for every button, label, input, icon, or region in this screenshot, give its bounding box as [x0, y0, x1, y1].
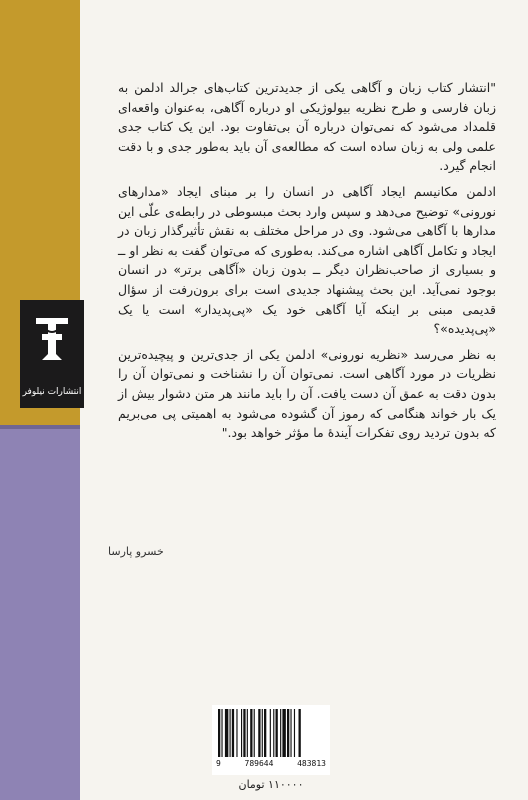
barcode-bar — [250, 709, 252, 757]
barcode-bar — [241, 709, 242, 757]
barcode-bar — [299, 709, 301, 757]
barcode-bar — [276, 709, 278, 757]
barcode-bar — [262, 709, 263, 757]
barcode-digit-group-2: 483813 — [297, 759, 326, 768]
barcode-bar — [280, 709, 281, 757]
barcode-bar — [232, 709, 234, 757]
publisher-logo-box — [20, 300, 84, 408]
spine-gold-band — [0, 0, 80, 300]
barcode-bar — [273, 709, 274, 757]
barcode — [212, 705, 330, 775]
paragraph-2: ادلمن مکانیسم ایجاد آگاهی در انسان را بر مبنای ایجاد «مدارهای نورونی» توضیح می‌دهد و سپس وارد بحث مبسوطی در رابطه‌ی علّی این مدارها با آگاهی می‌شود. وی در مراحل مختلف به نقش تأثیرگذار زبان در ایجاد و تکامل آگاهی اشاره می‌کند. به‌طوری که می‌توان گفت به نظر او ــ و بسیاری از صاحب‌نظران دیگر ــ بدون زبان «آگاهی برتر» در انسان بوجود نمی‌آید. این بحث پیشنهاد جدیدی است برای برون‌رفت از سؤال قدیمی مبنی بر اینکه آیا آگاهی خود یک «پی‌پدیدار» است یا یک «پی‌پدیده»؟ — [118, 183, 496, 337]
barcode-bar — [218, 709, 220, 757]
barcode-bar — [247, 709, 248, 757]
paragraph-1: "انتشار کتاب زبان و آگاهی یکی از جدیدترین کتاب‌های جرالد ادلمن به زبان فارسی و طرح نظریه بیولوژیکی او درباره آگاهی، به‌عنوان واقعه‌ای قلمداد می‌شود که نمی‌توان درباره آن بی‌تفاوت بود. این یک کتاب جدی علمی ولی به زبان ساده است که مطالعه‌ی آن باید به‌طور جدی و با دقت انجام گیرد. — [118, 80, 496, 174]
barcode-bar — [264, 709, 266, 757]
barcode-bar — [221, 709, 222, 757]
lotus-logo-icon — [32, 314, 72, 366]
back-cover-text — [118, 78, 496, 449]
barcode-bar — [294, 709, 295, 757]
barcode-digit-group-1: 789644 — [244, 759, 274, 768]
barcode-digit-prefix: 9 — [216, 759, 221, 768]
spine-purple-band — [0, 425, 80, 800]
barcode-digits — [212, 759, 330, 768]
paragraph-3: به نظر می‌رسد «نظریه نورونی» ادلمن یکی از جدی‌ترین و پیچیده‌ترین نظریات در مورد آگاهی است. نمی‌توان آن را نشناخت و نمی‌توان آن را بدون دقت به عمق آن دست یافت. آن را باید مانند هر متن دشوار بیش از یک بار خواند هنگامی که رموز آن گشوده می‌شود به اهمیتی پی می‌بریم که بدون تردید روی تفکرات آیندهٔ ما مؤثر خواهد بود." — [118, 346, 496, 441]
barcode-bar — [230, 709, 231, 757]
barcode-bar — [236, 709, 237, 757]
barcode-bar — [287, 709, 289, 757]
barcode-bar — [254, 709, 255, 757]
barcode-bars — [218, 709, 324, 757]
barcode-bar — [270, 709, 271, 757]
author-signature: خسرو پارسا — [108, 545, 164, 558]
price-label: ۱۱۰۰۰۰ تومان — [238, 778, 304, 791]
barcode-bar — [258, 709, 260, 757]
publisher-name: انتشارات نیلوفر — [22, 387, 82, 397]
barcode-bar — [282, 709, 285, 757]
barcode-bar — [243, 709, 245, 757]
barcode-bar — [290, 709, 291, 757]
barcode-bar — [225, 709, 228, 757]
